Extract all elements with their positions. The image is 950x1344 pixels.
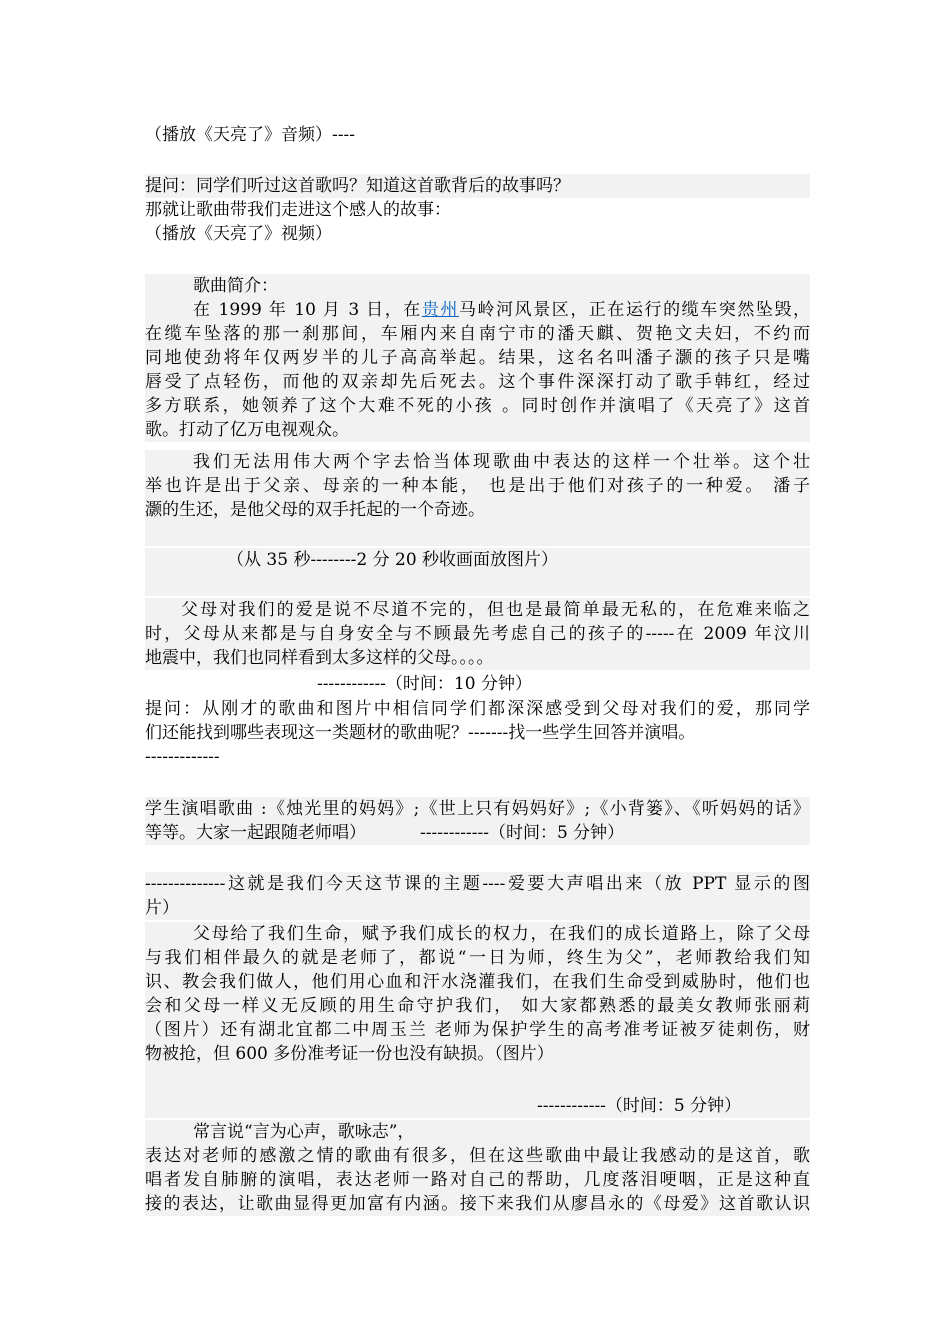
song-intro-line-4: 唇受了点轻伤，而他的双亲却先后死去。这个事件深深打动了歌手韩红，经过 (145, 372, 810, 392)
paragraph-3-line-1: 父母对我们的爱是说不尽道不完的，但也是最简单最无私的，在危难来临之 (145, 598, 810, 622)
teacher-paragraph-line-2: 与我们相伴最久的就是老师了，都说“一日为师，终生为父”，老师教给我们知 (145, 948, 810, 968)
question-1: 提问：同学们听过这首歌吗？知道这首歌背后的故事吗？ (145, 174, 810, 198)
intro-line: 那就让歌曲带我们走进这个感人的故事： (145, 200, 451, 220)
student-songs-line-2: 等等。大家一起跟随老师唱） ------------（时间：5 分钟） (145, 821, 810, 845)
paragraph-2-line-2: 举也许是出于父亲、母亲的一种本能， 也是出于他们对孩子的一种爱。 潘子 (145, 476, 810, 496)
song-intro-line-3: 同地使劲将年仅两岁半的儿子高高举起。结果，这名名叫潘子灏的孩子只是嘴 (145, 348, 810, 368)
songs-for-teacher-line-2: 唱者发自肺腑的演唱，表达老师一路对自己的帮助，几度落泪哽咽，正是这种直 (145, 1170, 810, 1190)
paragraph-2-line-1: 我们无法用伟大两个字去恰当体现歌曲中表达的这样一个壮举。这个壮 (145, 450, 810, 474)
paragraph-2-line-3: 灏的生还，是他父母的双手托起的一个奇迹。 (145, 498, 810, 522)
time-10-min: ------------（时间：10 分钟） (317, 674, 532, 694)
theme-line-2: 片） (145, 896, 810, 920)
time-5-min: ------------（时间：5 分钟） (145, 1094, 810, 1118)
question-2-line-1: 提问：从刚才的歌曲和图片中相信同学们都深深感受到父母对我们的爱，那同学 (145, 699, 810, 719)
timing-note-1: （从 35 秒--------2 分 20 秒收画面放图片） (145, 548, 810, 572)
song-intro-line-6: 歌。打动了亿万电视观众。 (145, 418, 810, 442)
blank-shaded-line (145, 1066, 810, 1094)
text-span: 马岭河风景区，正在运行的缆车突然坠毁， (458, 300, 811, 320)
song-intro-line-2: 在缆车坠落的那一刹那间，车厢内来自南宁市的潘天麒、贺艳文夫妇，不约而 (145, 324, 810, 344)
teacher-paragraph-line-6: 物被抢，但 600 多份准考证一份也没有缺损。（图片） (145, 1042, 810, 1066)
guizhou-link[interactable]: 贵州 (421, 300, 459, 320)
question-2-line-2: 们还能找到哪些表现这一类题材的歌曲呢？-------找一些学生回答并演唱。 (145, 723, 696, 743)
play-audio-note: （播放《天亮了》音频）---- (145, 125, 355, 145)
song-intro-line-5: 多方联系，她领养了这个大难不死的小孩 。同时创作并演唱了《天亮了》这首 (145, 396, 810, 416)
teacher-paragraph-line-4: 会和父母一样义无反顾的用生命守护我们， 如大家都熟悉的最美女教师张丽莉 (145, 996, 810, 1016)
teacher-paragraph-line-5: （图片）还有湖北宜都二中周玉兰 老师为保护学生的高考准考证被歹徒刺伤，财 (145, 1020, 810, 1040)
teacher-paragraph-line-3: 识、教会我们做人，他们用心血和汗水浇灌我们，在我们生命受到威胁时，他们也 (145, 972, 810, 992)
paragraph-3-line-2: 时，父母从来都是与自身安全与不顾最先考虑自己的孩子的-----在 2009 年汶川 (145, 624, 810, 644)
paragraph-3-line-3: 地震中，我们也同样看到太多这样的父母。。。。 (145, 646, 810, 670)
student-songs-line-1: 学生演唱歌曲 :《烛光里的妈妈》;《世上只有妈妈好》;《小背篓》、《听妈妈的话》 (145, 799, 810, 819)
blank-shaded-line (145, 572, 810, 596)
songs-for-teacher-line-1: 表达对老师的感激之情的歌曲有很多，但在这些歌曲中最让我感动的是这首，歌 (145, 1146, 810, 1166)
text-span: 在 1999 年 10 月 3 日，在 (193, 300, 422, 320)
play-video-note: （播放《天亮了》视频） (145, 224, 332, 244)
theme-line-1: --------------这就是我们今天这节课的主题----爱要大声唱出来（放 PPT 显示的图 (145, 874, 810, 894)
blank-shaded-line (145, 522, 810, 546)
teacher-paragraph-line-1: 父母给了我们生命，赋予我们成长的权力，在我们的成长道路上，除了父母 (145, 922, 810, 946)
songs-for-teacher-line-3: 接的表达，让歌曲显得更加富有内涵。接下来我们从廖昌永的《母爱》这首歌认识 (145, 1194, 810, 1214)
dash-separator: ------------- (145, 747, 220, 767)
song-intro-line-1 (145, 298, 810, 322)
saying-line: 常言说“言为心声，歌咏志”， (145, 1120, 810, 1144)
song-intro-heading: 歌曲简介： (145, 274, 810, 298)
